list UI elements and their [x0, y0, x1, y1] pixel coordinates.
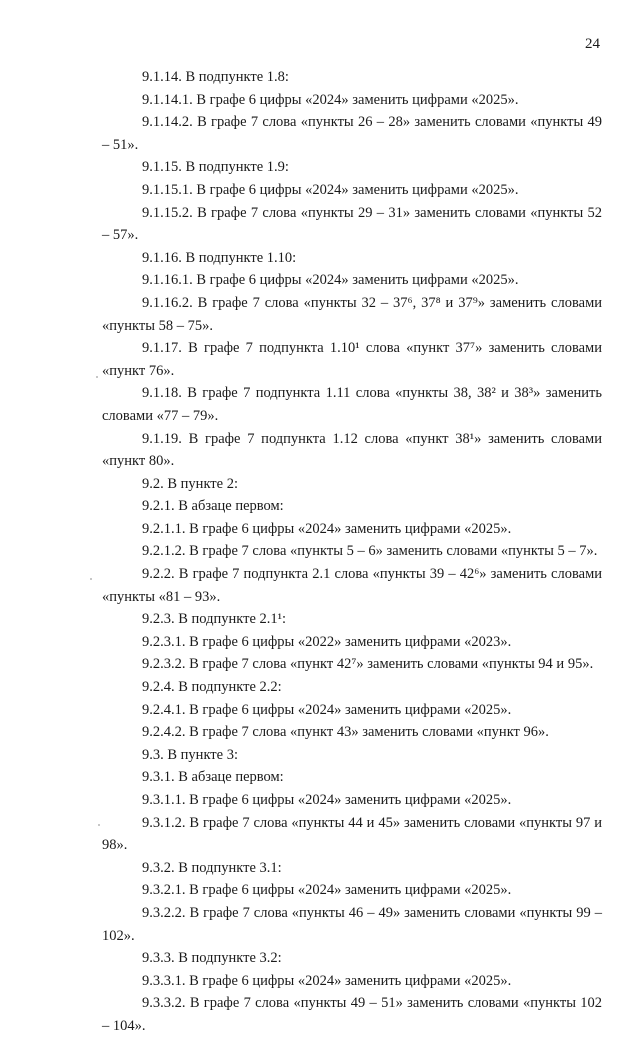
scan-speck	[98, 824, 100, 826]
paragraph: 9.1.18. В графе 7 подпункта 1.11 слова «пункты 38, 38² и 38³» заменить словами «77 – 79».	[102, 385, 602, 424]
scan-speck	[90, 578, 92, 580]
document-body	[102, 66, 602, 1038]
paragraph: 9.2.3.1. В графе 6 цифры «2022» заменить цифрами «2023».	[142, 633, 512, 650]
paragraph: 9.1.14. В подпункте 1.8:	[142, 69, 289, 85]
paragraph: 9.3. В пункте 3:	[142, 746, 238, 763]
paragraph: 9.2. В пункте 2:	[142, 475, 238, 492]
paragraph: 9.3.2.1. В графе 6 цифры «2024» заменить цифрами «2025».	[142, 882, 512, 899]
scan-speck	[96, 376, 98, 378]
paragraph: 9.2.4.2. В графе 7 слова «пункт 43» заменить словами «пункт 96».	[142, 724, 549, 741]
paragraph: 9.3.2.2. В графе 7 слова «пункты 46 – 49» заменить словами «пункты 99 – 102».	[102, 904, 602, 944]
paragraph: 9.1.15.2. В графе 7 слова «пункты 29 – 31» заменить словами «пункты 52 – 57».	[102, 204, 602, 244]
paragraph: 9.1.14.1. В графе 6 цифры «2024» заменить цифрами «2025».	[142, 91, 519, 108]
paragraph: 9.1.17. В графе 7 подпункта 1.10¹ слова «пункт 37⁷» заменить словами «пункт 76».	[102, 340, 602, 379]
paragraph: 9.2.2. В графе 7 подпункта 2.1 слова «пункты 39 – 42⁶» заменить словами «пункты «81 – 93».	[102, 566, 602, 605]
paragraph: 9.2.4. В подпункте 2.2:	[142, 679, 282, 696]
paragraph: 9.3.1.1. В графе 6 цифры «2024» заменить цифрами «2025».	[142, 792, 512, 808]
page-number: 24	[585, 36, 600, 52]
paragraph: 9.2.3.2. В графе 7 слова «пункт 42⁷» заменить словами «пункты 94 и 95».	[142, 656, 594, 673]
paragraph: 9.1.15.1. В графе 6 цифры «2024» заменить цифрами «2025».	[142, 181, 519, 198]
paragraph: 9.2.1. В абзаце первом:	[142, 498, 284, 515]
paragraph: 9.3.3.2. В графе 7 слова «пункты 49 – 51» заменить словами «пункты 102 – 104».	[102, 995, 602, 1034]
paragraph: 9.1.15. В подпункте 1.9:	[142, 159, 289, 176]
paragraph: 9.3.2. В подпункте 3.1:	[142, 859, 282, 876]
paragraph: 9.3.3. В подпункте 3.2:	[142, 950, 282, 967]
paragraph: 9.2.3. В подпункте 2.1¹:	[142, 611, 287, 628]
paragraph: 9.1.16. В подпункте 1.10:	[142, 249, 297, 266]
paragraph: 9.2.1.2. В графе 7 слова «пункты 5 – 6» заменить словами «пункты 5 – 7».	[142, 543, 598, 560]
paragraph: 9.1.16.1. В графе 6 цифры «2024» заменить цифрами «2025».	[142, 272, 519, 289]
paragraph: 9.3.1.2. В графе 7 слова «пункты 44 и 45» заменить словами «пункты 97 и 98».	[102, 814, 602, 854]
paragraph: 9.1.19. В графе 7 подпункта 1.12 слова «пункт 38¹» заменить словами «пункт 80».	[102, 430, 602, 470]
paragraph: 9.2.1.1. В графе 6 цифры «2024» заменить цифрами «2025».	[142, 520, 512, 537]
paragraph: 9.3.3.1. В графе 6 цифры «2024» заменить цифрами «2025».	[142, 972, 512, 989]
paragraph: 9.1.16.2. В графе 7 слова «пункты 32 – 37⁶, 37⁸ и 37⁹» заменить словами «пункты 58 – 75».	[102, 294, 602, 334]
paragraph: 9.3.1. В абзаце первом:	[142, 769, 284, 786]
paragraph: 9.2.4.1. В графе 6 цифры «2024» заменить цифрами «2025».	[142, 701, 512, 718]
paragraph: 9.1.14.2. В графе 7 слова «пункты 26 – 28» заменить словами «пункты 49 – 51».	[102, 114, 602, 153]
